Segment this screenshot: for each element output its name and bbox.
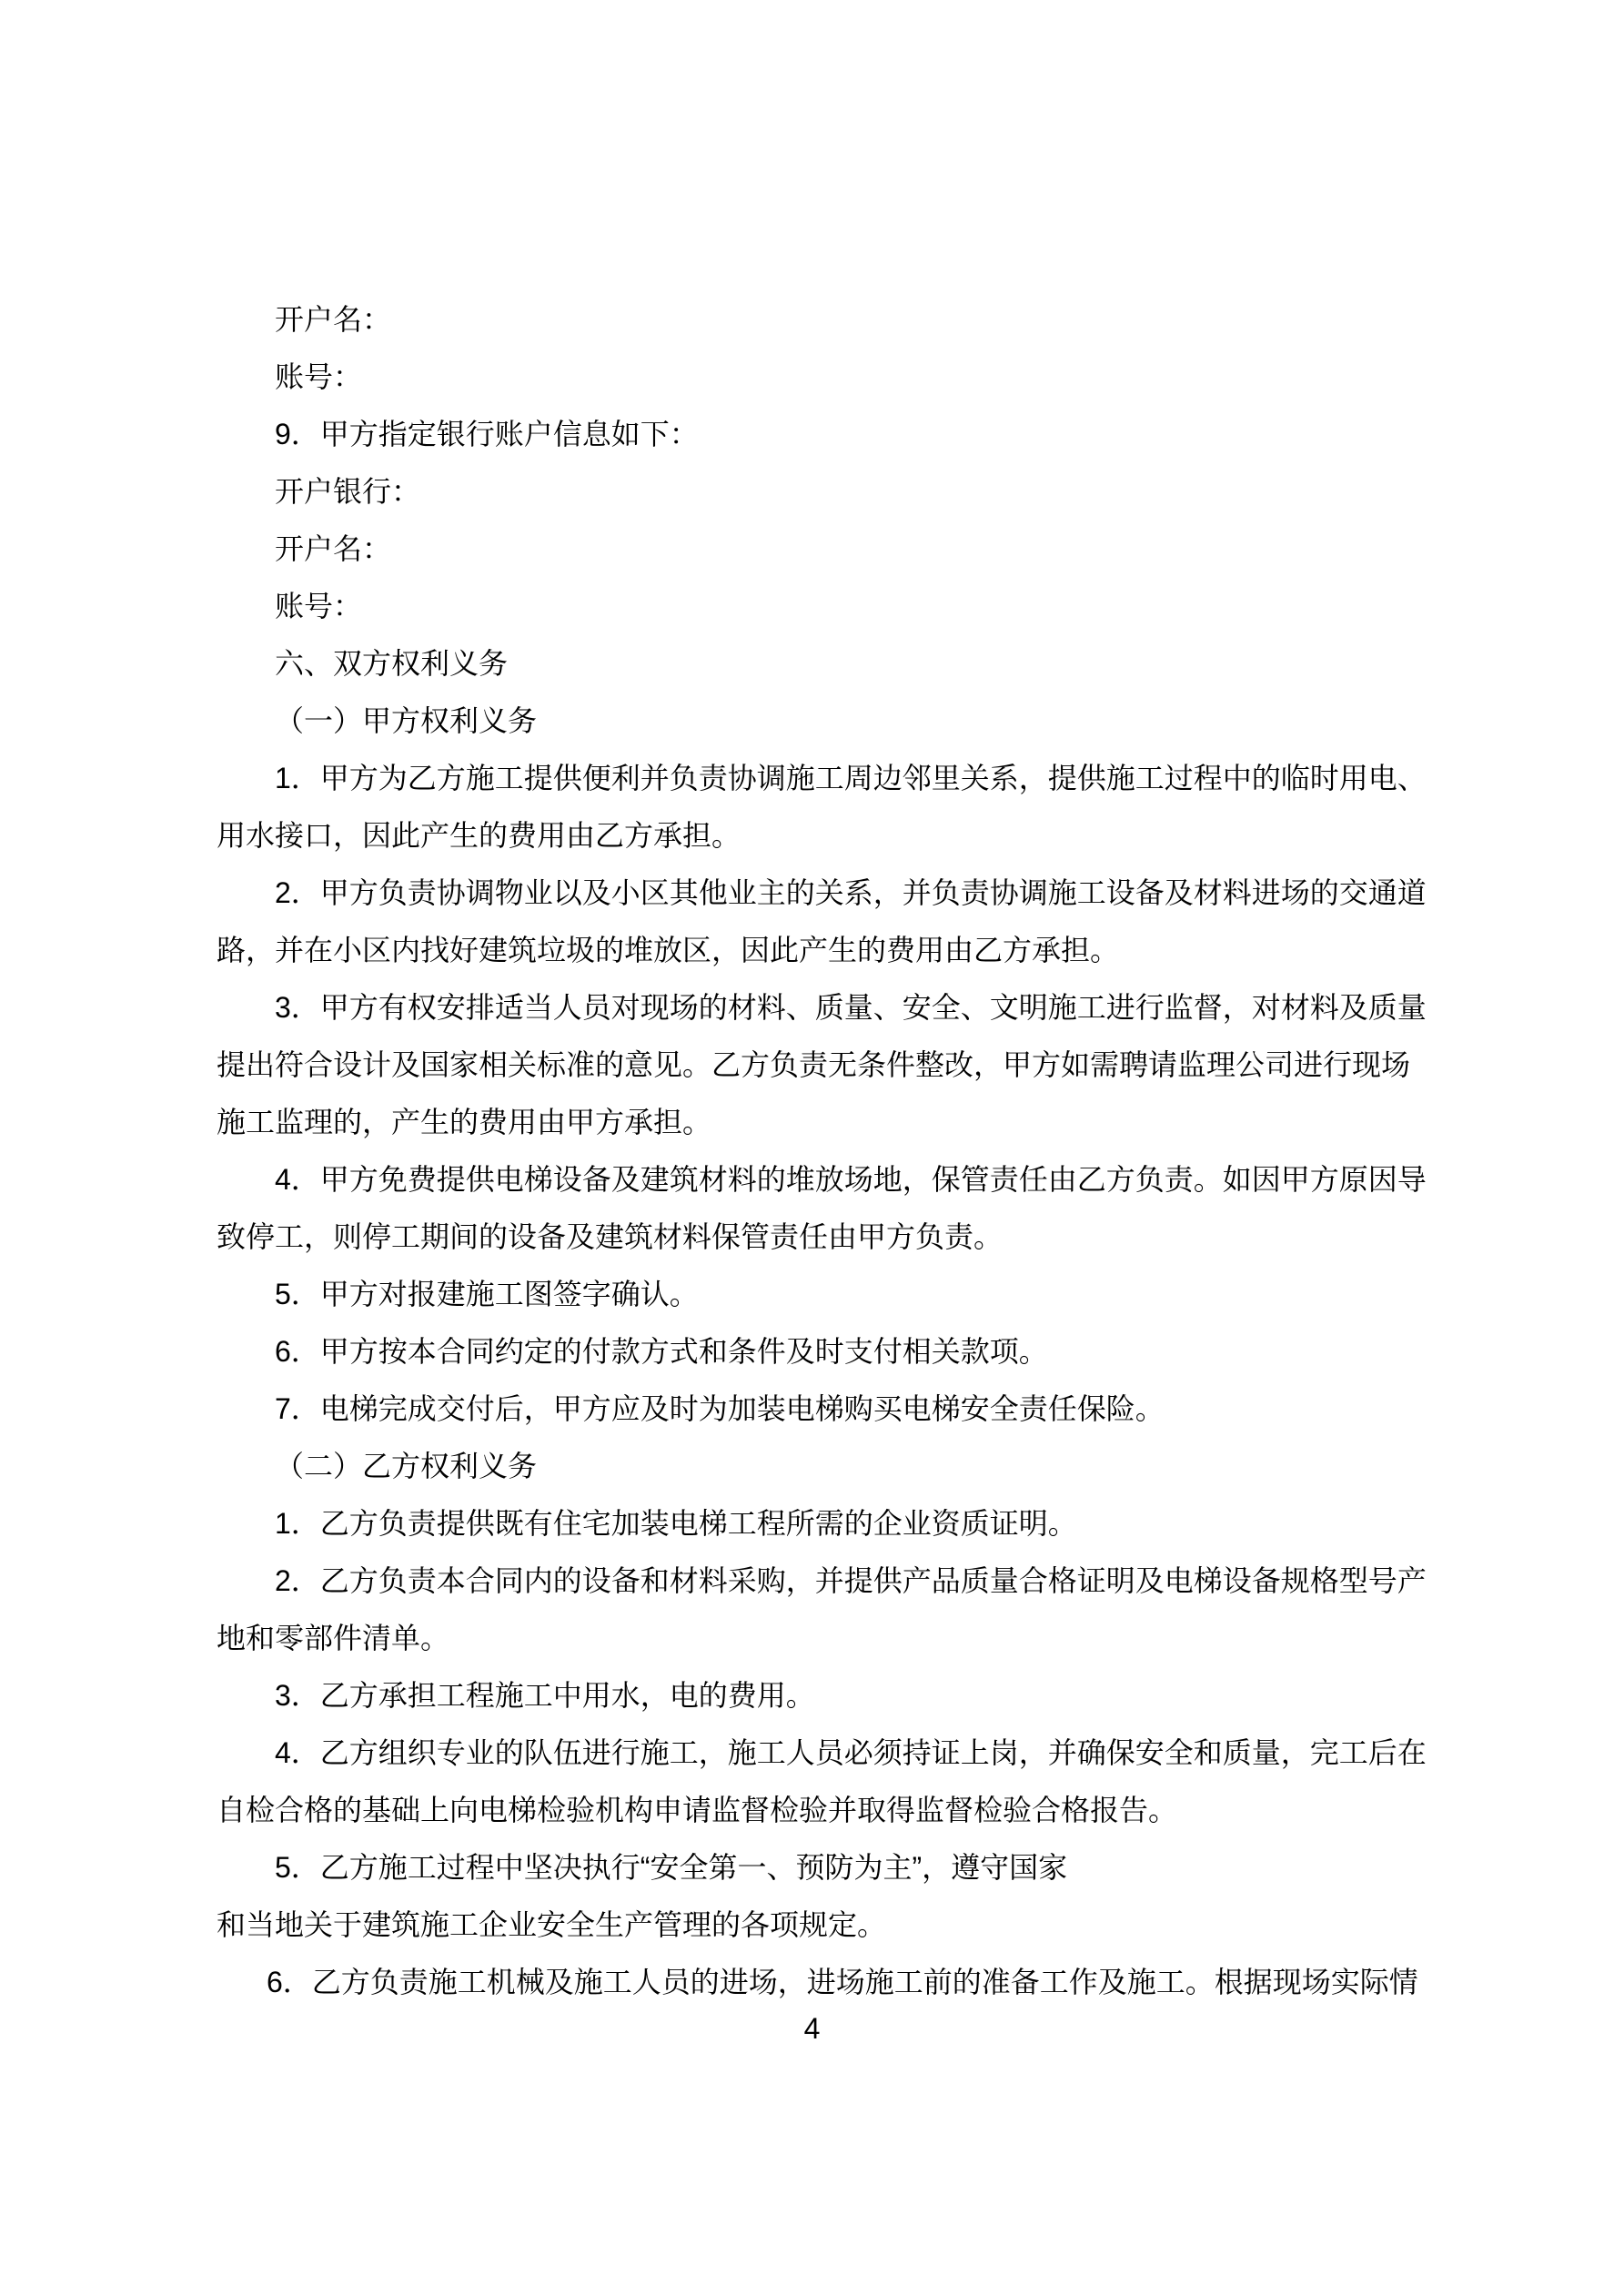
document-line: 自检合格的基础上向电梯检验机构申请监督检验并取得监督检验合格报告。 [217,1794,1178,1826]
document-line: 2．乙方负责本合同内的设备和材料采购，并提供产品质量合格证明及电梯设备规格型号产 [275,1564,1427,1597]
document-line: 1．甲方为乙方施工提供便利并负责协调施工周边邻里关系，提供施工过程中的临时用电、 [275,762,1427,794]
document-line: 6．甲方按本合同约定的付款方式和条件及时支付相关款项。 [275,1335,1048,1368]
document-line: 3．乙方承担工程施工中用水，电的费用。 [275,1679,815,1712]
document-line: 4．甲方免费提供电梯设备及建筑材料的堆放场地，保管责任由乙方负责。如因甲方原因导 [275,1163,1427,1196]
document-line: 5．甲方对报建施工图签字确认。 [275,1278,699,1310]
document-line: 9．甲方指定银行账户信息如下： [275,418,699,450]
document-line: 和当地关于建筑施工企业安全生产管理的各项规定。 [217,1908,887,1941]
document-line: 路，并在小区内找好建筑垃圾的堆放区，因此产生的费用由乙方承担。 [217,934,1120,966]
document-line: 开户银行： [275,475,421,508]
document-line: 1．乙方负责提供既有住宅加装电梯工程所需的企业资质证明。 [275,1507,1077,1540]
page-number: 4 [803,2012,821,2045]
document-line: 账号： [275,360,363,393]
document-line: 账号： [275,590,363,622]
document-line: 六、双方权利义务 [275,647,509,680]
document-line: 施工监理的，产生的费用由甲方承担。 [217,1106,712,1138]
document-line: 2．甲方负责协调物业以及小区其他业主的关系，并负责协调施工设备及材料进场的交通道 [275,876,1427,909]
document-line: 5．乙方施工过程中坚决执行“安全第一、预防为主”，遵守国家 [275,1851,1068,1884]
document-line: 提出符合设计及国家相关标准的意见。乙方负责无条件整改，甲方如需聘请监理公司进行现场 [217,1048,1411,1081]
document-line: 用水接口，因此产生的费用由乙方承担。 [217,819,741,852]
document-line: 6．乙方负责施工机械及施工人员的进场，进场施工前的准备工作及施工。根据现场实际情 [267,1966,1418,1998]
document-line: （二）乙方权利义务 [275,1450,538,1482]
document-line: 开户名： [275,303,392,336]
document-line: 致停工，则停工期间的设备及建筑材料保管责任由甲方负责。 [217,1220,1004,1253]
document-line: 开户名： [275,532,392,565]
contract-body [217,291,1427,2011]
document-line: 地和零部件清单。 [217,1622,450,1654]
document-line: 4．乙方组织专业的队伍进行施工，施工人员必须持证上岗，并确保安全和质量，完工后在 [275,1736,1427,1769]
document-line: 7．电梯完成交付后，甲方应及时为加装电梯购买电梯安全责任保险。 [275,1392,1165,1425]
document-line: （一）甲方权利义务 [275,704,538,737]
document-line: 3．甲方有权安排适当人员对现场的材料、质量、安全、文明施工进行监督，对材料及质量 [275,991,1427,1024]
